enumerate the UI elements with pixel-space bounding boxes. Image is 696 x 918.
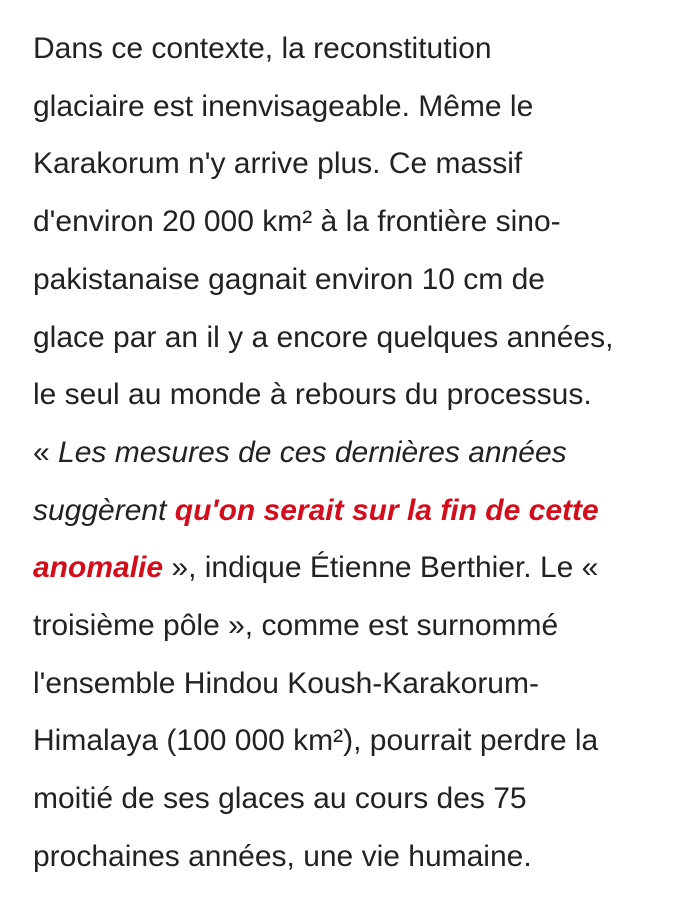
text-line: troisième pôle », comme est surnommé	[33, 609, 559, 643]
article-paragraph	[33, 20, 681, 886]
open-quote-mark: «	[33, 435, 59, 469]
quote-text: suggèrent	[33, 493, 175, 527]
quote-text: Les mesures de ces dernières années	[58, 435, 567, 469]
text-line: Dans ce contexte, la reconstitution	[33, 32, 492, 65]
attribution-text: », indique Étienne Berthier. Le «	[163, 551, 599, 585]
text-line: d'environ 20 000 km² à la frontière sino-	[33, 205, 561, 239]
text-line: l'ensemble Hindou Koush-Karakorum-	[33, 666, 539, 700]
text-line: Himalaya (100 000 km²), pourrait perdre la	[33, 724, 599, 758]
quote-line	[33, 482, 681, 540]
quote-line	[33, 424, 681, 482]
text-line: pakistanaise gagnait environ 10 cm de	[33, 262, 545, 296]
text-line: le seul au monde à rebours du processus.	[33, 378, 592, 412]
quote-line	[33, 539, 681, 597]
text-line: glaciaire est inenvisageable. Même le	[33, 89, 534, 123]
text-line: Karakorum n'y arrive plus. Ce massif	[33, 147, 523, 181]
text-line: prochaines années, une vie humaine.	[33, 839, 532, 873]
inline-quote-link[interactable]: qu'on serait sur la fin de cette	[174, 493, 599, 527]
text-line: glace par an il y a encore quelques années,	[33, 320, 614, 354]
text-line: moitié de ses glaces au cours des 75	[33, 782, 527, 816]
inline-quote-link[interactable]: anomalie	[33, 551, 164, 585]
